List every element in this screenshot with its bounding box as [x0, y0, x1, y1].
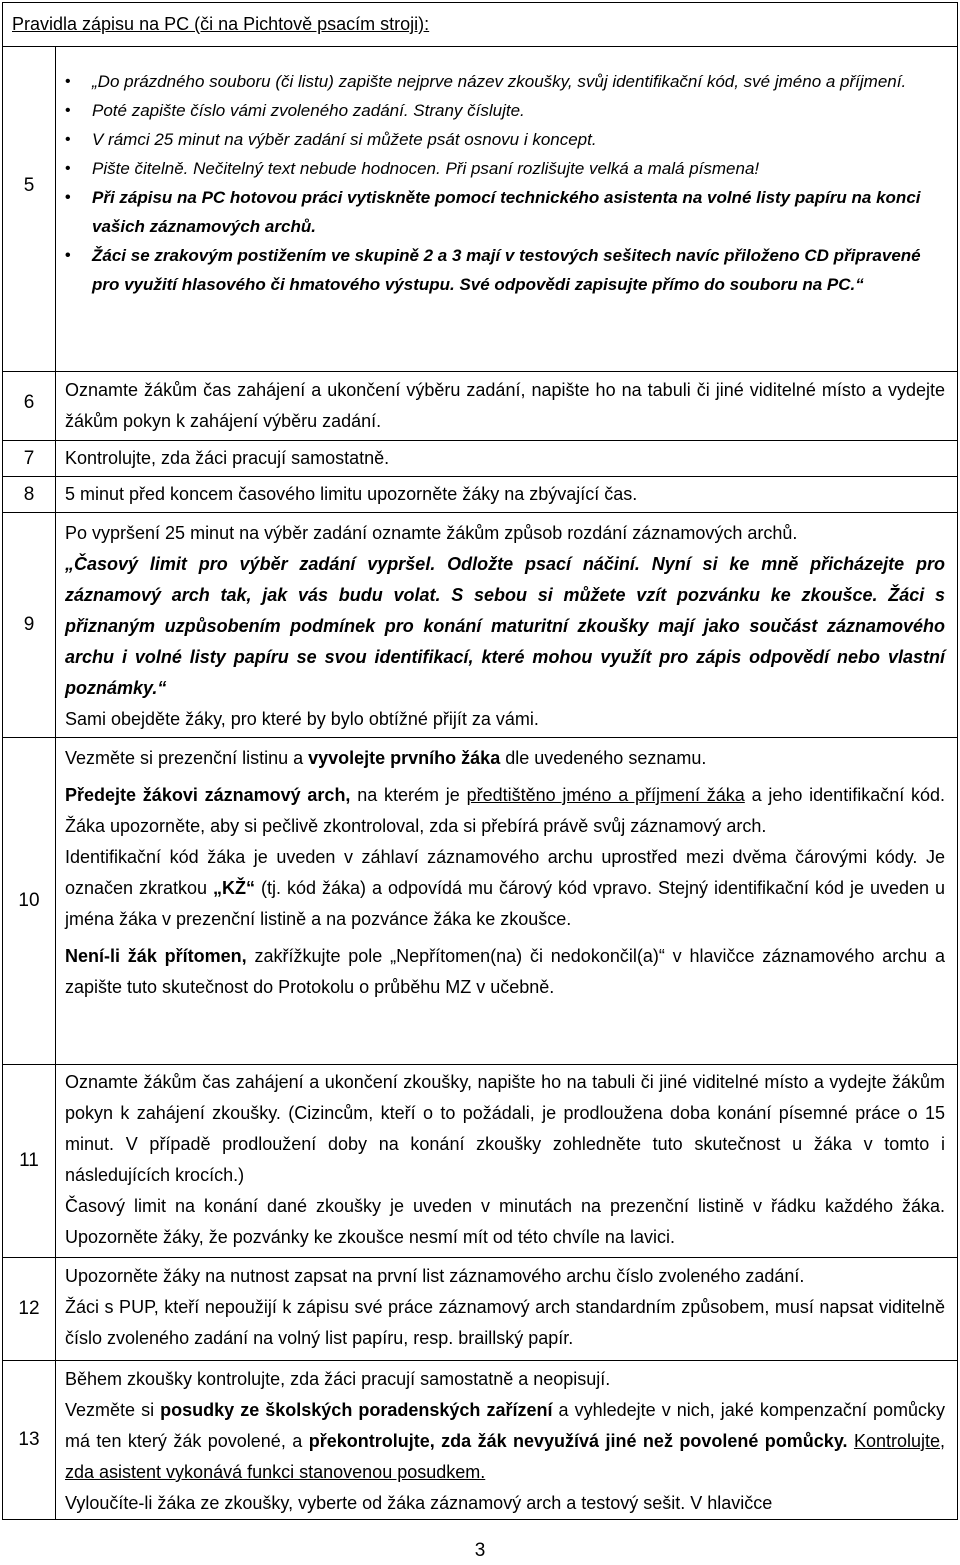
list-item: • Při zápisu na PC hotovou práci vytiskněte pomocí technického asistenta na volné listy papíru na konci vašich záznamových archů.	[92, 183, 945, 241]
step-number: 9	[3, 513, 56, 738]
step-text: Po vypršení 25 minut na výběr zadání oznamte žákům způsob rozdání záznamových archů.	[65, 523, 798, 543]
step-text: Předejte žákovi záznamový arch, na kterém je předtištěno jméno a příjmení žáka a jeho identifikační kód. Žáka upozorněte, aby si pečlivě zkontroloval, zda si přebírá právě svůj záznamový arch.	[65, 785, 946, 836]
step-number: 5	[3, 47, 56, 372]
table-row	[3, 441, 958, 477]
step-text: Oznamte žákům čas zahájení a ukončení výběru zadání, napište ho na tabuli či jiné viditelné místo a vydejte žákům pokyn k zahájení výběru zadání.	[65, 380, 945, 431]
quoted-instruction: „Časový limit pro výběr zadání vypršel. Odložte psací náčiní. Nyní si ke mně přicházejte pro záznamový arch tak, jak vás budu volat. S sebou si můžete vzít pozvánku ke zkoušce. Žáci s přiznaným uzpůsobením podmínek pro konání maturitní zkoušky mají jako součást záznamového archu i volné listy papíru se svou identifikací, které mohou využít pro zápis odpovědí nebo vlastní poznámky.“	[65, 554, 945, 698]
page-number: 3	[474, 1540, 486, 1561]
list-item: • Poté zapište číslo vámi zvoleného zadání. Strany číslujte.	[92, 96, 945, 125]
step-text: Vezměte si prezenční listinu a vyvolejte prvního žáka dle uvedeného seznamu.	[65, 748, 707, 768]
step-text: Kontrolujte, zda žáci pracují samostatně.	[65, 448, 390, 468]
instructions-table	[2, 2, 958, 1520]
step-text: 5 minut před koncem časového limitu upozorněte žáky na zbývající čas.	[65, 484, 638, 504]
table-row	[3, 1065, 958, 1258]
table-row	[3, 513, 958, 738]
list-item: • V rámci 25 minut na výběr zadání si můžete psát osnovu i koncept.	[92, 125, 945, 154]
list-item: • Žáci se zrakovým postižením ve skupině 2 a 3 mají v testových sešitech navíc přiloženo CD připravené pro využití hlasového či hmatového výstupu. Své odpovědi zapisujte přímo do souboru na PC.“	[92, 241, 945, 299]
step-number: 11	[3, 1065, 56, 1258]
step-number: 13	[3, 1361, 56, 1520]
step-text: Vyloučíte-li žáka ze zkoušky, vyberte od žáka záznamový arch a testový sešit. V hlavičce	[65, 1493, 773, 1513]
section-title: Pravidla zápisu na PC (či na Pichtově psacím stroji):	[12, 14, 430, 34]
step-number: 8	[3, 477, 56, 513]
step-text: Sami obejděte žáky, pro které by bylo obtížné přijít za vámi.	[65, 709, 539, 729]
step-text: Časový limit na konání dané zkoušky je uveden v minutách na prezenční listině v řádku každého žáka. Upozorněte žáky, že pozvánky ke zkoušce nesmí mít od této chvíle na lavici.	[65, 1196, 945, 1247]
table-row	[3, 477, 958, 513]
step-text: Oznamte žákům čas zahájení a ukončení zkoušky, napište ho na tabuli či jiné viditelné místo a vydejte žákům pokyn k zahájení zkoušky. (Cizincům, kteří o to požádali, je prodloužena doba konání písemné práce o 15 minut. V případě prodloužení doby na konání zkoušky zohledněte tuto skutečnost u žáka v tomto i následujících krocích.)	[65, 1072, 945, 1185]
step-number: 7	[3, 441, 56, 477]
list-item: • Pište čitelně. Nečitelný text nebude hodnocen. Při psaní rozlišujte velká a malá písmena!	[92, 154, 945, 183]
step-text: Vezměte si posudky ze školských poradenských zařízení a vyhledejte v nich, jaké kompenzační pomůcky má ten který žák povolené, a překontrolujte, zda žák nevyužívá jiné než povolené pomůcky. Kontrolujte, zda asistent vykonává funkci stanovenou posudkem.	[65, 1400, 946, 1482]
step-number: 10	[3, 738, 56, 1065]
table-row	[3, 1361, 958, 1520]
step-text: Upozorněte žáky na nutnost zapsat na první list záznamového archu číslo zvoleného zadání.	[65, 1266, 805, 1286]
step-text: Během zkoušky kontrolujte, zda žáci pracují samostatně a neopisují.	[65, 1369, 611, 1389]
table-header-row	[3, 3, 958, 47]
table-row	[3, 738, 958, 1065]
step-text: Identifikační kód žáka je uveden v záhlaví záznamového archu uprostřed mezi dvěma čárovými kódy. Je označen zkratkou „KŽ“ (tj. kód žáka) a odpovídá mu čárový kód vpravo. Stejný identifikační kód je uveden u jména žáka v prezenční listině a na pozvánce žáka ke zkoušce.	[65, 847, 945, 929]
list-item: • „Do prázdného souboru (či listu) zapište nejprve název zkoušky, svůj identifikační kód, své jméno a příjmení.	[92, 67, 945, 96]
step-number: 12	[3, 1258, 56, 1361]
bullet-list	[65, 67, 945, 299]
table-row	[3, 47, 958, 372]
table-row	[3, 372, 958, 441]
step-text: Žáci s PUP, kteří nepoužijí k zápisu své práce záznamový arch standardním způsobem, musí napsat viditelně číslo zvoleného zadání na volný list papíru, resp. braillský papír.	[65, 1297, 945, 1348]
table-row	[3, 1258, 958, 1361]
step-number: 6	[3, 372, 56, 441]
step-text: Není-li žák přítomen, zakřížkujte pole „Nepřítomen(na) či nedokončil(a)“ v hlavičce záznamového archu a zapište tuto skutečnost do Protokolu o průběhu MZ v učebně.	[65, 946, 945, 997]
